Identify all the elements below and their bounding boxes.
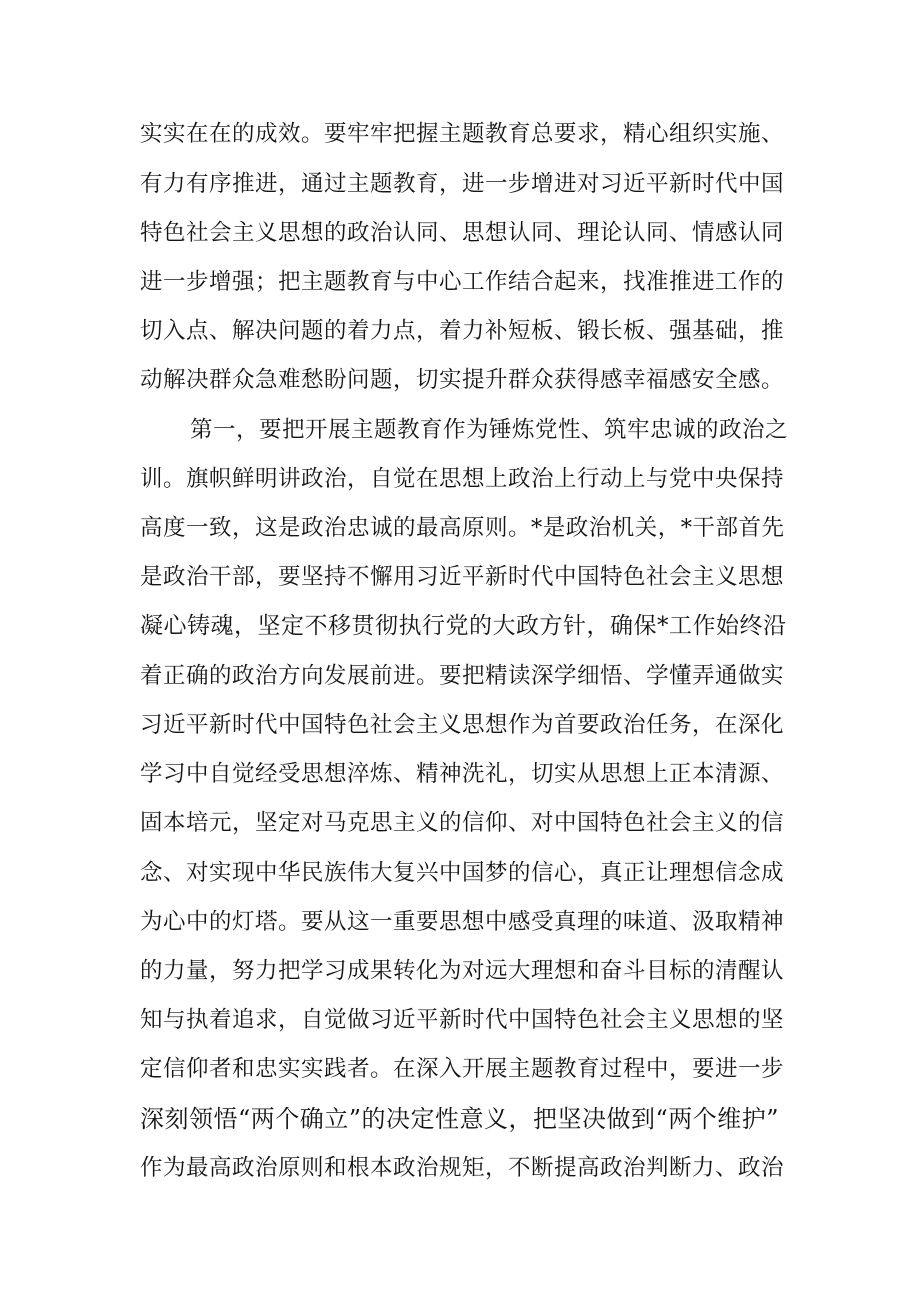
text-line: 为心中的灯塔。要从这一重要思想中感受真理的味道、汲取精神 [140,909,785,935]
text-line: 实实在在的成效。要牢牢把握主题教育总要求，精心组织实施、 [140,121,785,147]
text-line: 固本培元，坚定对马克思主义的信仰、对中国特色社会主义的信 [140,810,785,836]
text-line: 切入点、解决问题的着力点，着力补短板、锻长板、强基础，推 [140,318,785,344]
text-line: 着正确的政治方向发展前进。要把精读深学细悟、学懂弄通做实 [140,663,785,689]
text-line: 是政治干部，要坚持不懈用习近平新时代中国特色社会主义思想 [140,564,785,590]
text-line: 定信仰者和忠实实践者。在深入开展主题教育过程中，要进一步 [140,1056,785,1082]
text-line: 高度一致，这是政治忠诚的最高原则。*是政治机关，*干部首先 [140,515,785,541]
paragraph-first-line: 第一，要把开展主题教育作为锤炼党性、筑牢忠诚的政治之 [190,417,789,443]
text-line: 学习中自觉经受思想淬炼、精神洗礼，切实从思想上正本清源、 [140,761,785,787]
text-line: 知与执着追求，自觉做习近平新时代中国特色社会主义思想的坚 [140,1007,785,1033]
text-line: 作为最高政治原则和根本政治规矩，不断提高政治判断力、政治 [140,1155,785,1181]
text-line: 习近平新时代中国特色社会主义思想作为首要政治任务，在深化 [140,712,785,738]
text-line: 动解决群众急难愁盼问题，切实提升群众获得感幸福感安全感。 [140,367,785,393]
text-line: 深刻领悟“两个确立”的决定性意义，把坚决做到“两个维护” [140,1105,780,1133]
text-line: 训。旗帜鲜明讲政治，自觉在思想上政治上行动上与党中央保持 [140,466,785,492]
text-line: 的力量，努力把学习成果转化为对远大理想和奋斗目标的清醒认 [140,958,785,984]
text-line: 念、对实现中华民族伟大复兴中国梦的信心，真正让理想信念成 [140,860,785,886]
text-line: 特色社会主义思想的政治认同、思想认同、理论认同、情感认同 [140,220,785,246]
text-line: 凝心铸魂，坚定不移贯彻执行党的大政方针，确保*工作始终沿 [140,613,787,639]
text-line: 进一步增强；把主题教育与中心工作结合起来，找准推进工作的 [140,269,785,295]
text-line: 有力有序推进，通过主题教育，进一步增进对习近平新时代中国 [140,171,785,197]
